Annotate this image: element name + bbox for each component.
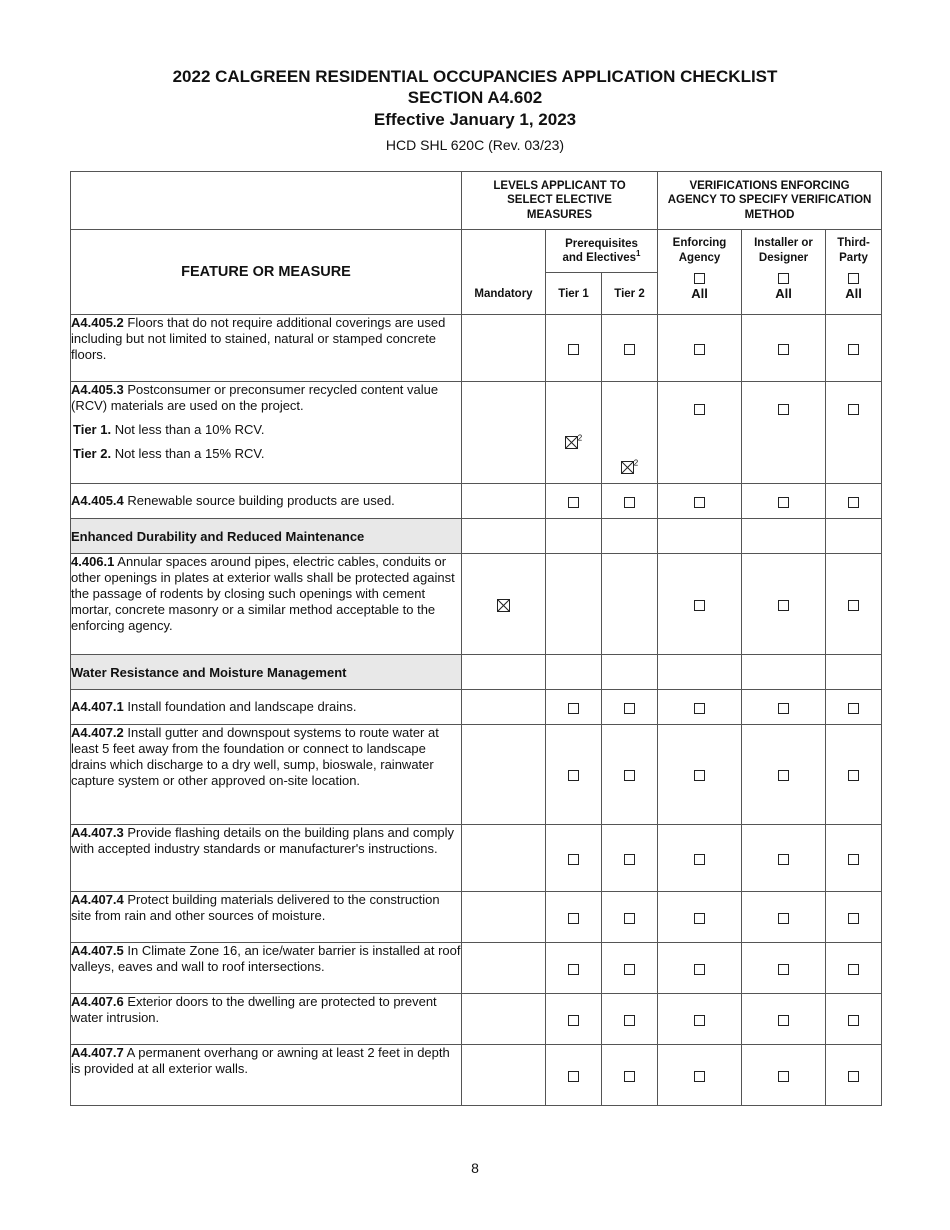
third-party-checkbox[interactable] bbox=[848, 600, 859, 611]
measure-text: Floors that do not require additional coverings are used including but not limited to stained, natural or stamped concrete floors. bbox=[71, 315, 446, 362]
table-row bbox=[71, 943, 882, 994]
tier1-header: Tier 1 bbox=[546, 273, 602, 315]
installer-checkbox[interactable] bbox=[778, 497, 789, 508]
section-title: SECTION A4.602 bbox=[407, 88, 543, 107]
mandatory-checked-checkbox[interactable] bbox=[497, 599, 510, 612]
measure-text: Exterior doors to the dwelling are protected to prevent water intrusion. bbox=[71, 994, 437, 1025]
mandatory-cell bbox=[462, 892, 546, 943]
third-party-checkbox[interactable] bbox=[848, 703, 859, 714]
enforcing-header bbox=[658, 230, 742, 315]
section-row bbox=[71, 655, 882, 690]
mandatory-cell bbox=[462, 994, 546, 1045]
mandatory-cell bbox=[462, 690, 546, 725]
measure-code: A4.407.6 bbox=[71, 994, 124, 1009]
measure-text: A permanent overhang or awning at least 2 feet in depth is provided at all exterior walls. bbox=[71, 1045, 450, 1076]
measure-description bbox=[71, 554, 462, 655]
third-party-checkbox[interactable] bbox=[848, 404, 859, 415]
mandatory-cell bbox=[462, 382, 546, 484]
measure-code: 4.406.1 bbox=[71, 554, 115, 569]
prereq-footnote: 1 bbox=[636, 249, 641, 259]
installer-checkbox[interactable] bbox=[778, 344, 789, 355]
table-row bbox=[71, 725, 882, 825]
tier1-checkbox[interactable] bbox=[568, 964, 579, 975]
tier2-checkbox[interactable] bbox=[624, 1071, 635, 1082]
mandatory-cell bbox=[462, 1045, 546, 1106]
installer-all-label: All bbox=[775, 285, 792, 301]
enforcing-checkbox[interactable] bbox=[694, 1015, 705, 1026]
tier1-checkbox[interactable] bbox=[568, 854, 579, 865]
enforcing-checkbox[interactable] bbox=[694, 964, 705, 975]
enforcing-checkbox[interactable] bbox=[694, 703, 705, 714]
prereq-label: Prerequisites and Electives bbox=[562, 237, 638, 264]
tier2-checkbox[interactable] bbox=[624, 1015, 635, 1026]
installer-checkbox[interactable] bbox=[778, 770, 789, 781]
enforcing-checkbox[interactable] bbox=[694, 1071, 705, 1082]
enforcing-checkbox[interactable] bbox=[694, 913, 705, 924]
table-row bbox=[71, 994, 882, 1045]
blank-header-cell bbox=[71, 172, 462, 230]
measure-description bbox=[71, 892, 462, 943]
installer-checkbox[interactable] bbox=[778, 703, 789, 714]
section-heading: Enhanced Durability and Reduced Maintenance bbox=[71, 519, 462, 554]
measure-description bbox=[71, 725, 462, 825]
third-party-all-checkbox[interactable] bbox=[848, 273, 859, 284]
installer-checkbox[interactable] bbox=[778, 854, 789, 865]
third-party-checkbox[interactable] bbox=[848, 913, 859, 924]
enforcing-label: Enforcing Agency bbox=[672, 237, 727, 264]
measure-code: A4.405.4 bbox=[71, 493, 124, 508]
measure-text: Annular spaces around pipes, electric cables, conduits or other openings in plates at exterior walls shall be protected against the passage of rodents by closing such openings with cement mortar, concrete masonry or a similar method acceptable to the enforcing agency. bbox=[71, 554, 455, 633]
installer-label: Installer or Designer bbox=[754, 237, 813, 264]
tier2-checkbox[interactable] bbox=[624, 703, 635, 714]
measure-text: Postconsumer or preconsumer recycled content value (RCV) materials are used on the project. bbox=[71, 382, 439, 413]
measure-description bbox=[71, 382, 462, 484]
tier2-footnote: 2 bbox=[633, 458, 639, 468]
measure-code: A4.407.1 bbox=[71, 699, 124, 714]
document-header bbox=[0, 66, 950, 153]
measure-description bbox=[71, 825, 462, 892]
tier1-checkbox[interactable] bbox=[568, 703, 579, 714]
tier2-text: Not less than a 15% RCV. bbox=[114, 446, 265, 461]
table-row bbox=[71, 484, 882, 519]
tier1-footnote: 2 bbox=[577, 433, 583, 443]
form-number: HCD SHL 620C (Rev. 03/23) bbox=[385, 137, 565, 153]
installer-checkbox[interactable] bbox=[778, 913, 789, 924]
measure-description bbox=[71, 484, 462, 519]
enforcing-checkbox[interactable] bbox=[694, 344, 705, 355]
mandatory-cell bbox=[462, 825, 546, 892]
tier1-label: Tier 1. bbox=[73, 422, 112, 437]
checklist-title: 2022 CALGREEN RESIDENTIAL OCCUPANCIES APPLICATION CHECKLIST bbox=[172, 67, 778, 86]
checklist-table bbox=[70, 171, 882, 1106]
tier1-checkbox[interactable] bbox=[568, 913, 579, 924]
measure-code: A4.405.2 bbox=[71, 315, 124, 330]
measure-code: A4.407.3 bbox=[71, 825, 124, 840]
measure-code: A4.407.2 bbox=[71, 725, 124, 740]
table-row bbox=[71, 554, 882, 655]
measure-code: A4.405.3 bbox=[71, 382, 124, 397]
prereq-header bbox=[546, 230, 658, 273]
third-party-checkbox[interactable] bbox=[848, 770, 859, 781]
measure-description bbox=[71, 315, 462, 382]
third-party-all-label: All bbox=[845, 285, 862, 301]
third-party-label: Third-Party bbox=[837, 237, 870, 264]
tier2-checkbox[interactable] bbox=[624, 344, 635, 355]
measure-text: Provide flashing details on the building plans and comply with accepted industry standards or manufacturer's instructions. bbox=[71, 825, 455, 856]
tier1-checkbox[interactable] bbox=[568, 1071, 579, 1082]
measure-text: Renewable source building products are used. bbox=[127, 493, 395, 508]
tier1-checkbox[interactable] bbox=[568, 770, 579, 781]
installer-checkbox[interactable] bbox=[778, 1015, 789, 1026]
tier2-checkbox[interactable] bbox=[624, 770, 635, 781]
section-heading: Water Resistance and Moisture Management bbox=[71, 655, 462, 690]
measure-text: Install gutter and downspout systems to route water at least 5 feet away from the foundation or connect to landscape drains which discharge to a dry well, sump, bioswale, rainwater capture system or other approved on-site location. bbox=[71, 725, 439, 788]
tier2-cell bbox=[602, 554, 658, 655]
measure-description bbox=[71, 994, 462, 1045]
enforcing-checkbox[interactable] bbox=[694, 770, 705, 781]
enforcing-checkbox[interactable] bbox=[694, 404, 705, 415]
verifications-header: VERIFICATIONS ENFORCING AGENCY TO SPECIFY VERIFICATION METHOD bbox=[658, 172, 882, 230]
mandatory-header bbox=[462, 230, 546, 315]
tier2-checked-checkbox[interactable] bbox=[621, 461, 634, 474]
third-party-header bbox=[826, 230, 882, 315]
tier1-checkbox[interactable] bbox=[568, 497, 579, 508]
tier1-text: Not less than a 10% RCV. bbox=[114, 422, 265, 437]
tier2-line bbox=[71, 446, 461, 462]
third-party-checkbox[interactable] bbox=[848, 1015, 859, 1026]
measure-description bbox=[71, 690, 462, 725]
tier1-line bbox=[71, 422, 461, 438]
tier1-cell bbox=[546, 554, 602, 655]
table-row bbox=[71, 382, 882, 484]
enforcing-checkbox[interactable] bbox=[694, 854, 705, 865]
tier2-checkbox[interactable] bbox=[624, 497, 635, 508]
table-row bbox=[71, 892, 882, 943]
tier2-checkbox[interactable] bbox=[624, 964, 635, 975]
third-party-checkbox[interactable] bbox=[848, 344, 859, 355]
measure-code: A4.407.4 bbox=[71, 892, 124, 907]
enforcing-checkbox[interactable] bbox=[694, 600, 705, 611]
table-row bbox=[71, 825, 882, 892]
third-party-checkbox[interactable] bbox=[848, 497, 859, 508]
table-row bbox=[71, 1045, 882, 1106]
feature-header: FEATURE OR MEASURE bbox=[71, 230, 462, 315]
tier2-label: Tier 2. bbox=[73, 446, 112, 461]
installer-checkbox[interactable] bbox=[778, 404, 789, 415]
measure-description bbox=[71, 943, 462, 994]
third-party-checkbox[interactable] bbox=[848, 1071, 859, 1082]
enforcing-all-label: All bbox=[691, 285, 708, 301]
mandatory-cell bbox=[462, 484, 546, 519]
installer-header bbox=[742, 230, 826, 315]
mandatory-cell bbox=[462, 725, 546, 825]
installer-checkbox[interactable] bbox=[778, 600, 789, 611]
levels-header: LEVELS APPLICANT TO SELECT ELECTIVE MEASURES bbox=[462, 172, 658, 230]
third-party-checkbox[interactable] bbox=[848, 964, 859, 975]
installer-all-checkbox[interactable] bbox=[778, 273, 789, 284]
table-row bbox=[71, 315, 882, 382]
mandatory-label: Mandatory bbox=[474, 287, 533, 300]
table-row bbox=[71, 690, 882, 725]
measure-text: Protect building materials delivered to the construction site from rain and other sources of moisture. bbox=[71, 892, 440, 923]
page-number: 8 bbox=[471, 1160, 479, 1176]
enforcing-all-checkbox[interactable] bbox=[694, 273, 705, 284]
tier1-checkbox[interactable] bbox=[568, 344, 579, 355]
tier1-checkbox[interactable] bbox=[568, 1015, 579, 1026]
enforcing-checkbox[interactable] bbox=[694, 497, 705, 508]
section-row bbox=[71, 519, 882, 554]
mandatory-cell bbox=[462, 315, 546, 382]
measure-code: A4.407.5 bbox=[71, 943, 124, 958]
measure-description bbox=[71, 1045, 462, 1106]
tier2-header: Tier 2 bbox=[602, 273, 658, 315]
tier1-checked-checkbox[interactable] bbox=[565, 436, 578, 449]
measure-text: In Climate Zone 16, an ice/water barrier is installed at roof valleys, eaves and wall to roof intersections. bbox=[71, 943, 461, 974]
installer-checkbox[interactable] bbox=[778, 964, 789, 975]
measure-text: Install foundation and landscape drains. bbox=[127, 699, 357, 714]
tier2-checkbox[interactable] bbox=[624, 854, 635, 865]
effective-date: Effective January 1, 2023 bbox=[373, 110, 577, 129]
third-party-checkbox[interactable] bbox=[848, 854, 859, 865]
measure-code: A4.407.7 bbox=[71, 1045, 124, 1060]
mandatory-cell bbox=[462, 943, 546, 994]
tier2-checkbox[interactable] bbox=[624, 913, 635, 924]
installer-checkbox[interactable] bbox=[778, 1071, 789, 1082]
